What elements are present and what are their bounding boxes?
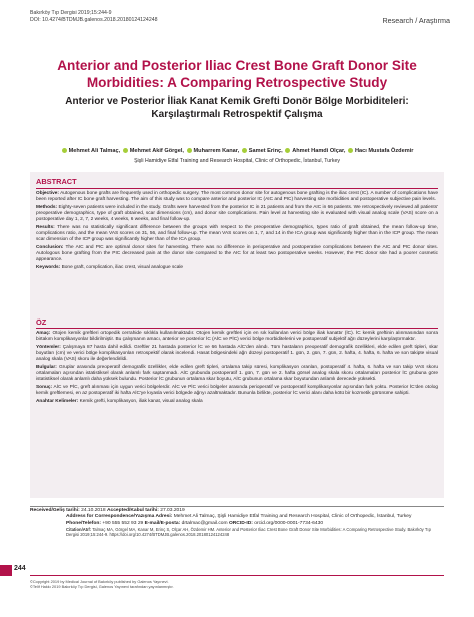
author-name: Ahmet Hamdi Olçar, xyxy=(292,148,346,154)
page-number: 244 xyxy=(14,565,26,572)
doi-line: DOI: 10.4274/BTDMJB.galenos.2018.20180124124248 xyxy=(30,17,158,23)
bottom-divider xyxy=(30,575,444,576)
author-name: Samet Erinç, xyxy=(248,148,283,154)
page-header xyxy=(30,10,450,42)
orcid-icon[interactable] xyxy=(285,148,290,153)
oz-sonuc: Sonuç: AİC ve PİC, greft alınması için uygun verici bölgelerdir. AİC ve PİC verici bölgeler arasında perioperatif ve postoperatif komplikasyonlar açısından fark yoktu. Posterior İC'den otolog kemik greftlemesi, en az postoperatif iki hafta AİC'ye kıyasla verici bölgede ağrıyı azaltmaktadır. Bununla birlikte, posterior İC verici alanı daha kötü bir kozmetik görünüme sahipti. xyxy=(36,384,438,396)
oz-yontemler: Yöntemler: Çalışmaya 87 hasta dahil edildi. Greftler 21 hastada posterior İC ve 66 hastada AİC'den alındı. Tüm hastaların preoperatif demografik özellikleri, elde edilen greft tipleri, skar boyutları (cm) ve verici bölge komplikasyonları retrospektif olarak incelendi. Hasat bölgesindeki ağrı düzeyi postoperatif 1. gün, 2. gün, 7. gün, 2. hafta, 4. hafta, 6. hafta ve son takipte visual analog skala (VAS) skoru ile değerlendirildi. xyxy=(36,344,438,363)
author-name: Mehmet Akif Görgel, xyxy=(129,148,184,154)
orcid-icon[interactable] xyxy=(187,148,192,153)
abstract-heading: ABSTRACT xyxy=(36,177,77,186)
copyright-line-english: ©Copyright 2019 by Medical Journal of Bakırköy published by Galenos Yayınevi. xyxy=(30,579,169,584)
abstract-body-turkish xyxy=(36,331,438,406)
orcid-icon[interactable] xyxy=(62,148,67,153)
author-name: Muharrem Kanar, xyxy=(193,148,240,154)
author-list xyxy=(30,147,444,155)
contact-row: Phone/Telefon: +90 555 552 93 29 E-mail/E-posta: drtalmac@gmail.com ORCID-ID: orcid.org/0000-0001-7734-6430 xyxy=(66,520,324,526)
oz-keywords: Anahtar Kelimeler: Kemik grefti, komplikasyon, iliak kanat, visual analog skala xyxy=(36,398,203,404)
footer-divider xyxy=(30,506,444,507)
author-name: Hacı Mustafa Özdemir xyxy=(354,148,414,154)
article-title-turkish: Anterior ve Posterior İliak Kanat Kemik Grefti Donör Bölge Morbiditeleri: Karşılaştırmalı Retrospektif Çalışma xyxy=(65,96,409,120)
email-link[interactable]: drtalmac@gmail.com xyxy=(181,520,228,526)
author-affiliation: Şişli Hamidiye Etfal Training and Research Hospital, Clinic of Orthopedic, İstanbul, Turkey xyxy=(134,158,340,164)
abstract-divider xyxy=(36,188,438,189)
abstract-conclusion: Conclusion: The AIC and PIC are optimal donor sites for harvesting. There was no difference in perioperative and postoperative complications between the AIC and PIC donor sites. Autologous bone grafting from the PIC decreased pain at the donor site compared to the AIC for at least two postoperative weeks. However, the PIC donor site had a poorer cosmetic appearance. xyxy=(36,244,438,263)
citation-row: Citation/Atıf: Talmaç MA, Görgel MA, Kanar M, Erinç S, Olçar AH, Özdemir HM. Anterior and Posterior Iliac Crest Bone Graft Donor Site Morbidities: A Comparing Retrospective Study. Bakırköy Tıp Dergisi 2019;15:244-9. https://doi.org/10.4274/BTDMJB.galenos.2018.20180124124248 xyxy=(66,526,431,538)
oz-amac: Amaç: Otojen kemik greftleri ortopedik cerrahide sıklıkla kullanılmaktadır. Otojen kemik greftleri için en sık kullanılan verici bölge iliak kanattır (İC). İC kemik greftinin alınmasından sonra birtakım komplikasyonlar bildirilmiştir. Bu çalışmanın amacı, anterior ve posterior İC (AİC ve PİC) verici bölge morbiditelerini ve postoperatif subjektif ağrı düzeylerini karşılaştırmaktır. xyxy=(36,331,438,343)
correspondence-footer xyxy=(30,508,444,538)
orcid-icon[interactable] xyxy=(242,148,247,153)
abstract-objective: Objective: Autogenous bone grafts are frequently used in orthopedic surgery. The most common donor site for autogenous bone grafting is the iliac crest (IC). A number of complications have been reported after IC bone graft harvesting. The aim of this study was to compare anterior and posterior IC (AIC and PIC) harvesting site morbidities and postoperative subjective pain levels. xyxy=(36,191,438,203)
abstract-methods: Methods: Eighty-seven patients were included in the study. Grafts were harvested from the posterior IC in 21 patients and from the AIC in 66 patients. We retrospectively reviewed all patients' preoperative demographics, type of graft obtained, scar dimensions (cm), and donor site complications. Pain level at harvesting site is evaluated with visual analog scale (VAS) score on a postoperative day 1, 2, 7, 2 weeks, 4 weeks, 6 weeks, and final follow-up. xyxy=(36,204,438,223)
oz-divider xyxy=(36,328,438,329)
abstract-keywords: Keywords: Bone graft, complication, iliac crest, visual analogue scale xyxy=(36,264,184,270)
correspondence-row: Address for Correspondence/Yazışma Adresi: Mehmet Ali Talmaç, Şişli Hamidiye Etfal Training and Research Hospital, Clinic of Orthopedic, İstanbul, Turkey xyxy=(66,514,412,520)
journal-citation-line: Bakırköy Tıp Dergisi 2019;15:244-9 xyxy=(30,10,112,16)
oz-bulgular: Bulgular: Gruplar arasında preoperatif demografik özellikler, elde edilen greft tipleri, ortalama takip süresi, komplikasyon oranları, postoperatif 4. hafta, 6. hafta ve son takip VAS skoru ortalamaları açısından istatistiksel olarak anlamlı fark saptanmadı. AİC grubunda postoperatif 1. gün, 7. gün ve 2. hafta görsel analog skala skoru ortalamaları posterior İC grubuna göre istatistiksel olarak anlamlı daha yüksek bulundu. Posterior İC grubunun ortalama skar boyutu, AİC grubunun ortalama skar boyutundan anlamlı derecede yüksekti. xyxy=(36,364,438,383)
orcid-link[interactable]: orcid.org/0000-0001-7734-6430 xyxy=(254,520,324,526)
copyright-line-turkish: ©Telif Hakkı 2019 Bakırköy Tıp Dergisi, Galenos Yayınevi tarafından yayınlanmıştır. xyxy=(30,584,174,589)
article-title-english: Anterior and Posterior Iliac Crest Bone Graft Donor Site Morbidities: A Comparing Retrospective Study xyxy=(57,58,417,90)
dates-row: Received/Geliş tarihi: 24.10.2018 Accepted/Kabul tarihi: 27.03.2019 xyxy=(30,508,185,513)
orcid-icon[interactable] xyxy=(123,148,128,153)
abstract-body-english xyxy=(36,191,438,272)
oz-heading: ÖZ xyxy=(36,318,47,327)
abstract-results: Results: There was no statistically significant difference between the groups with respect to the preoperative demographics, types ratio of graft obtained, the mean follow-up time, complications ratio, and the mean VAS scores on 31, 56, and final follow-up. The mean VAS scores on 1, 7, and 14 in the ICA group was significantly higher than in the ICP group. The mean scar dimension of the ICP group was significantly higher than of the ICA group. xyxy=(36,224,438,243)
author-name: Mehmet Ali Talmaç, xyxy=(68,148,121,154)
orcid-icon[interactable] xyxy=(348,148,353,153)
copyright-notice xyxy=(30,579,444,589)
section-label: Research / Araştırma xyxy=(382,16,450,25)
